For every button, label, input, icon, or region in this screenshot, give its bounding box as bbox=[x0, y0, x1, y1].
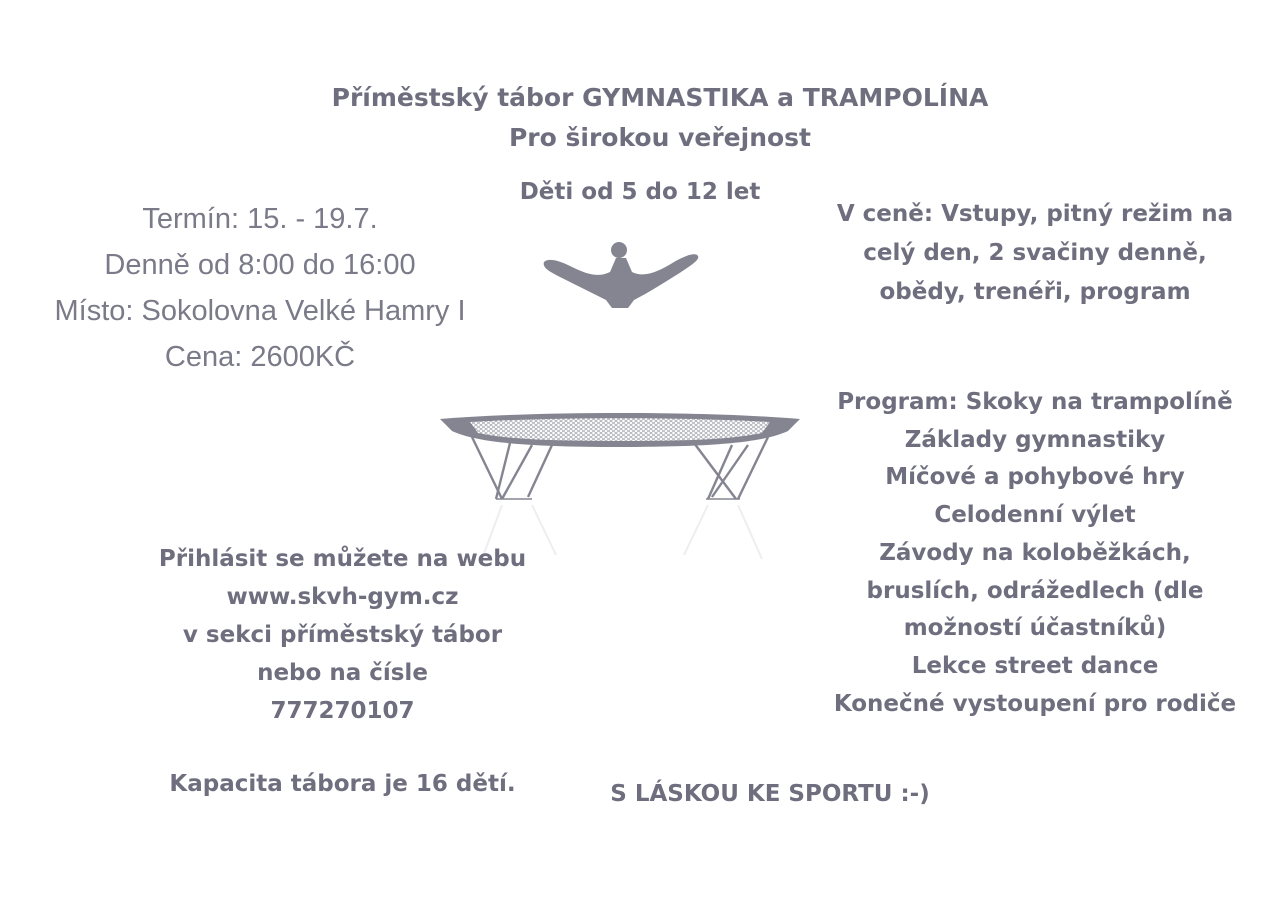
program-item: Program: Skoky na trampolíně bbox=[837, 389, 1233, 415]
gymnast-straddle-jump-icon bbox=[540, 238, 702, 314]
info-hours: Denně od 8:00 do 16:00 bbox=[104, 249, 416, 281]
program-item: Konečné vystoupení pro rodiče bbox=[833, 690, 1237, 717]
capacity-text: Kapacita tábora je 16 dětí. bbox=[169, 771, 516, 797]
age-text: Děti od 5 do 12 let bbox=[519, 179, 761, 205]
signup-phone: 777270107 bbox=[270, 698, 415, 724]
includes-line-1: V ceně: Vstupy, pitný režim na bbox=[836, 201, 1234, 227]
program-item: možností účastníků) bbox=[903, 615, 1167, 642]
includes-line-2: celý den, 2 svačiny denně, bbox=[863, 240, 1207, 266]
title-line-1: Příměstský tábor GYMNASTIKA a TRAMPOLÍNA bbox=[331, 83, 989, 112]
info-term: Termín: 15. - 19.7. bbox=[142, 203, 378, 235]
signup-line-4: nebo na čísle bbox=[257, 660, 428, 686]
program-item: bruslích, odrážedlech (dle bbox=[866, 577, 1204, 604]
info-price: Cena: 2600KČ bbox=[164, 341, 356, 373]
program-item: Závody na koloběžkách, bbox=[879, 539, 1191, 566]
trampoline-frame bbox=[440, 413, 800, 559]
program-list bbox=[820, 384, 1250, 723]
program-item: Lekce street dance bbox=[911, 652, 1159, 679]
signup-info bbox=[140, 540, 545, 730]
program-item: Míčové a pohybové hry bbox=[885, 464, 1185, 491]
signup-website: www.skvh-gym.cz bbox=[226, 584, 459, 610]
slogan bbox=[560, 776, 980, 812]
title-line-2: Pro širokou veřejnost bbox=[508, 123, 812, 152]
age-range bbox=[470, 176, 810, 208]
event-info bbox=[0, 196, 520, 380]
info-place: Místo: Sokolovna Velké Hamry I bbox=[54, 295, 466, 327]
includes-line-3: obědy, trenéři, program bbox=[879, 279, 1191, 305]
signup-line-1: Přihlásit se můžete na webu bbox=[158, 546, 527, 572]
slogan-text: S LÁSKOU KE SPORTU :-) bbox=[610, 781, 930, 807]
signup-line-3: v sekci příměstský tábor bbox=[182, 622, 503, 648]
capacity-note bbox=[140, 766, 545, 802]
price-includes bbox=[830, 195, 1240, 312]
program-item: Základy gymnastiky bbox=[904, 426, 1166, 453]
program-item: Celodenní výlet bbox=[934, 502, 1136, 529]
flyer-title bbox=[240, 78, 1080, 158]
